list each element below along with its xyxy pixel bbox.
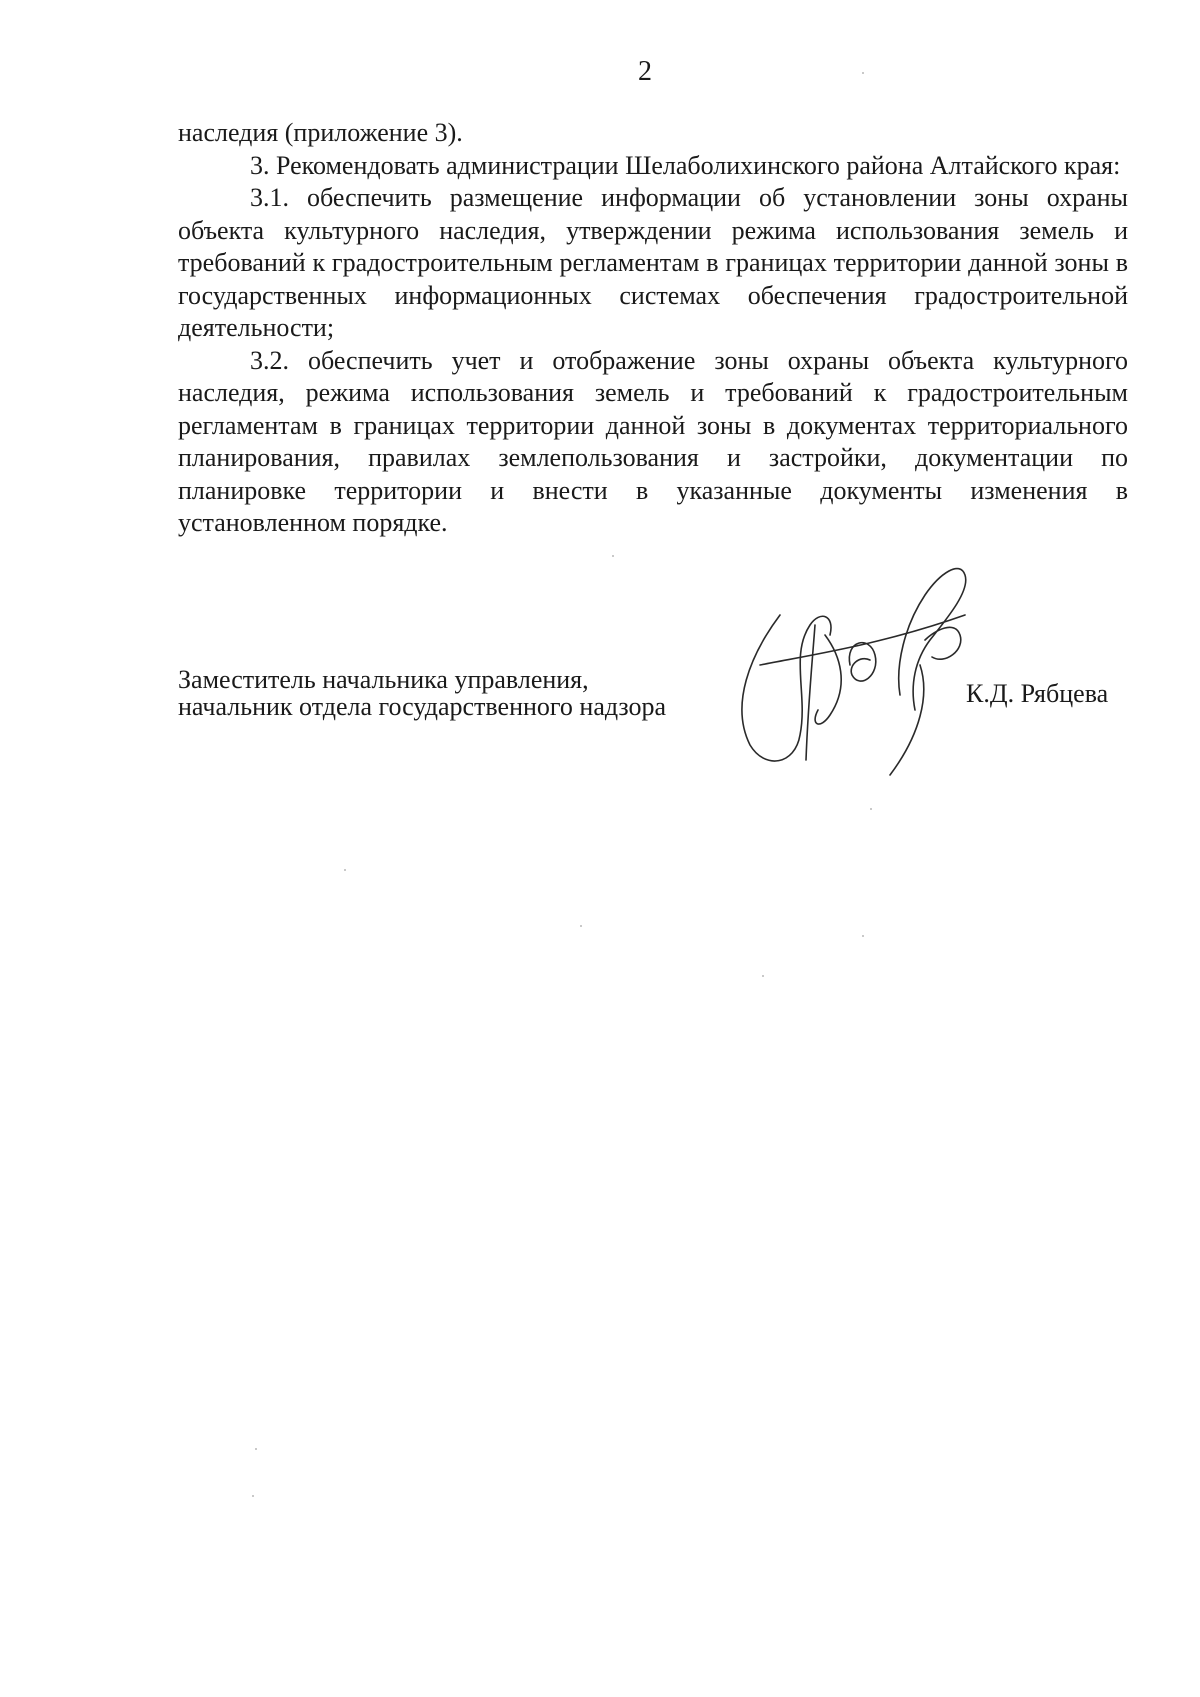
signatory-position-line-1: Заместитель начальника управления, — [178, 665, 589, 694]
scan-speck — [762, 975, 764, 977]
signatory-position — [178, 666, 666, 720]
document-body — [178, 117, 1128, 540]
scan-speck — [862, 935, 864, 937]
signatory-name: К.Д. Рябцева — [966, 679, 1109, 708]
scan-speck — [344, 869, 346, 871]
scan-speck — [255, 1448, 257, 1450]
scan-speck — [252, 1495, 254, 1497]
paragraph-item-3-1: 3.1. обеспечить размещение информации об установлении зоны охраны объекта культурного наследия, утверждении режима использования земель и требований к градостроительным регламентам в границах территории данной зоны в государственных информационных системах обеспечения градостроительной деятельности; — [178, 183, 1128, 342]
handwritten-signature — [720, 545, 1000, 785]
scan-speck — [580, 925, 582, 927]
signatory-position-line-2: начальник отдела государственного надзора — [178, 692, 667, 721]
scan-speck — [862, 72, 864, 74]
scan-speck — [870, 808, 872, 810]
page-number: 2 — [638, 56, 652, 87]
scan-speck — [612, 555, 614, 557]
paragraph-item-3-2: 3.2. обеспечить учет и отображение зоны охраны объекта культурного наследия, режима использования земель и требований к градостроительным регламентам в границах территории данной зоны в документах территориального планирования, правилах землепользования и застройки, документации по планировке территории и внести в указанные документы изменения в установленном порядке. — [178, 345, 1128, 537]
paragraph-continuation: наследия (приложение 3). — [178, 118, 463, 147]
paragraph-item-3: 3. Рекомендовать администрации Шелаболихинского района Алтайского края: — [250, 150, 1121, 180]
